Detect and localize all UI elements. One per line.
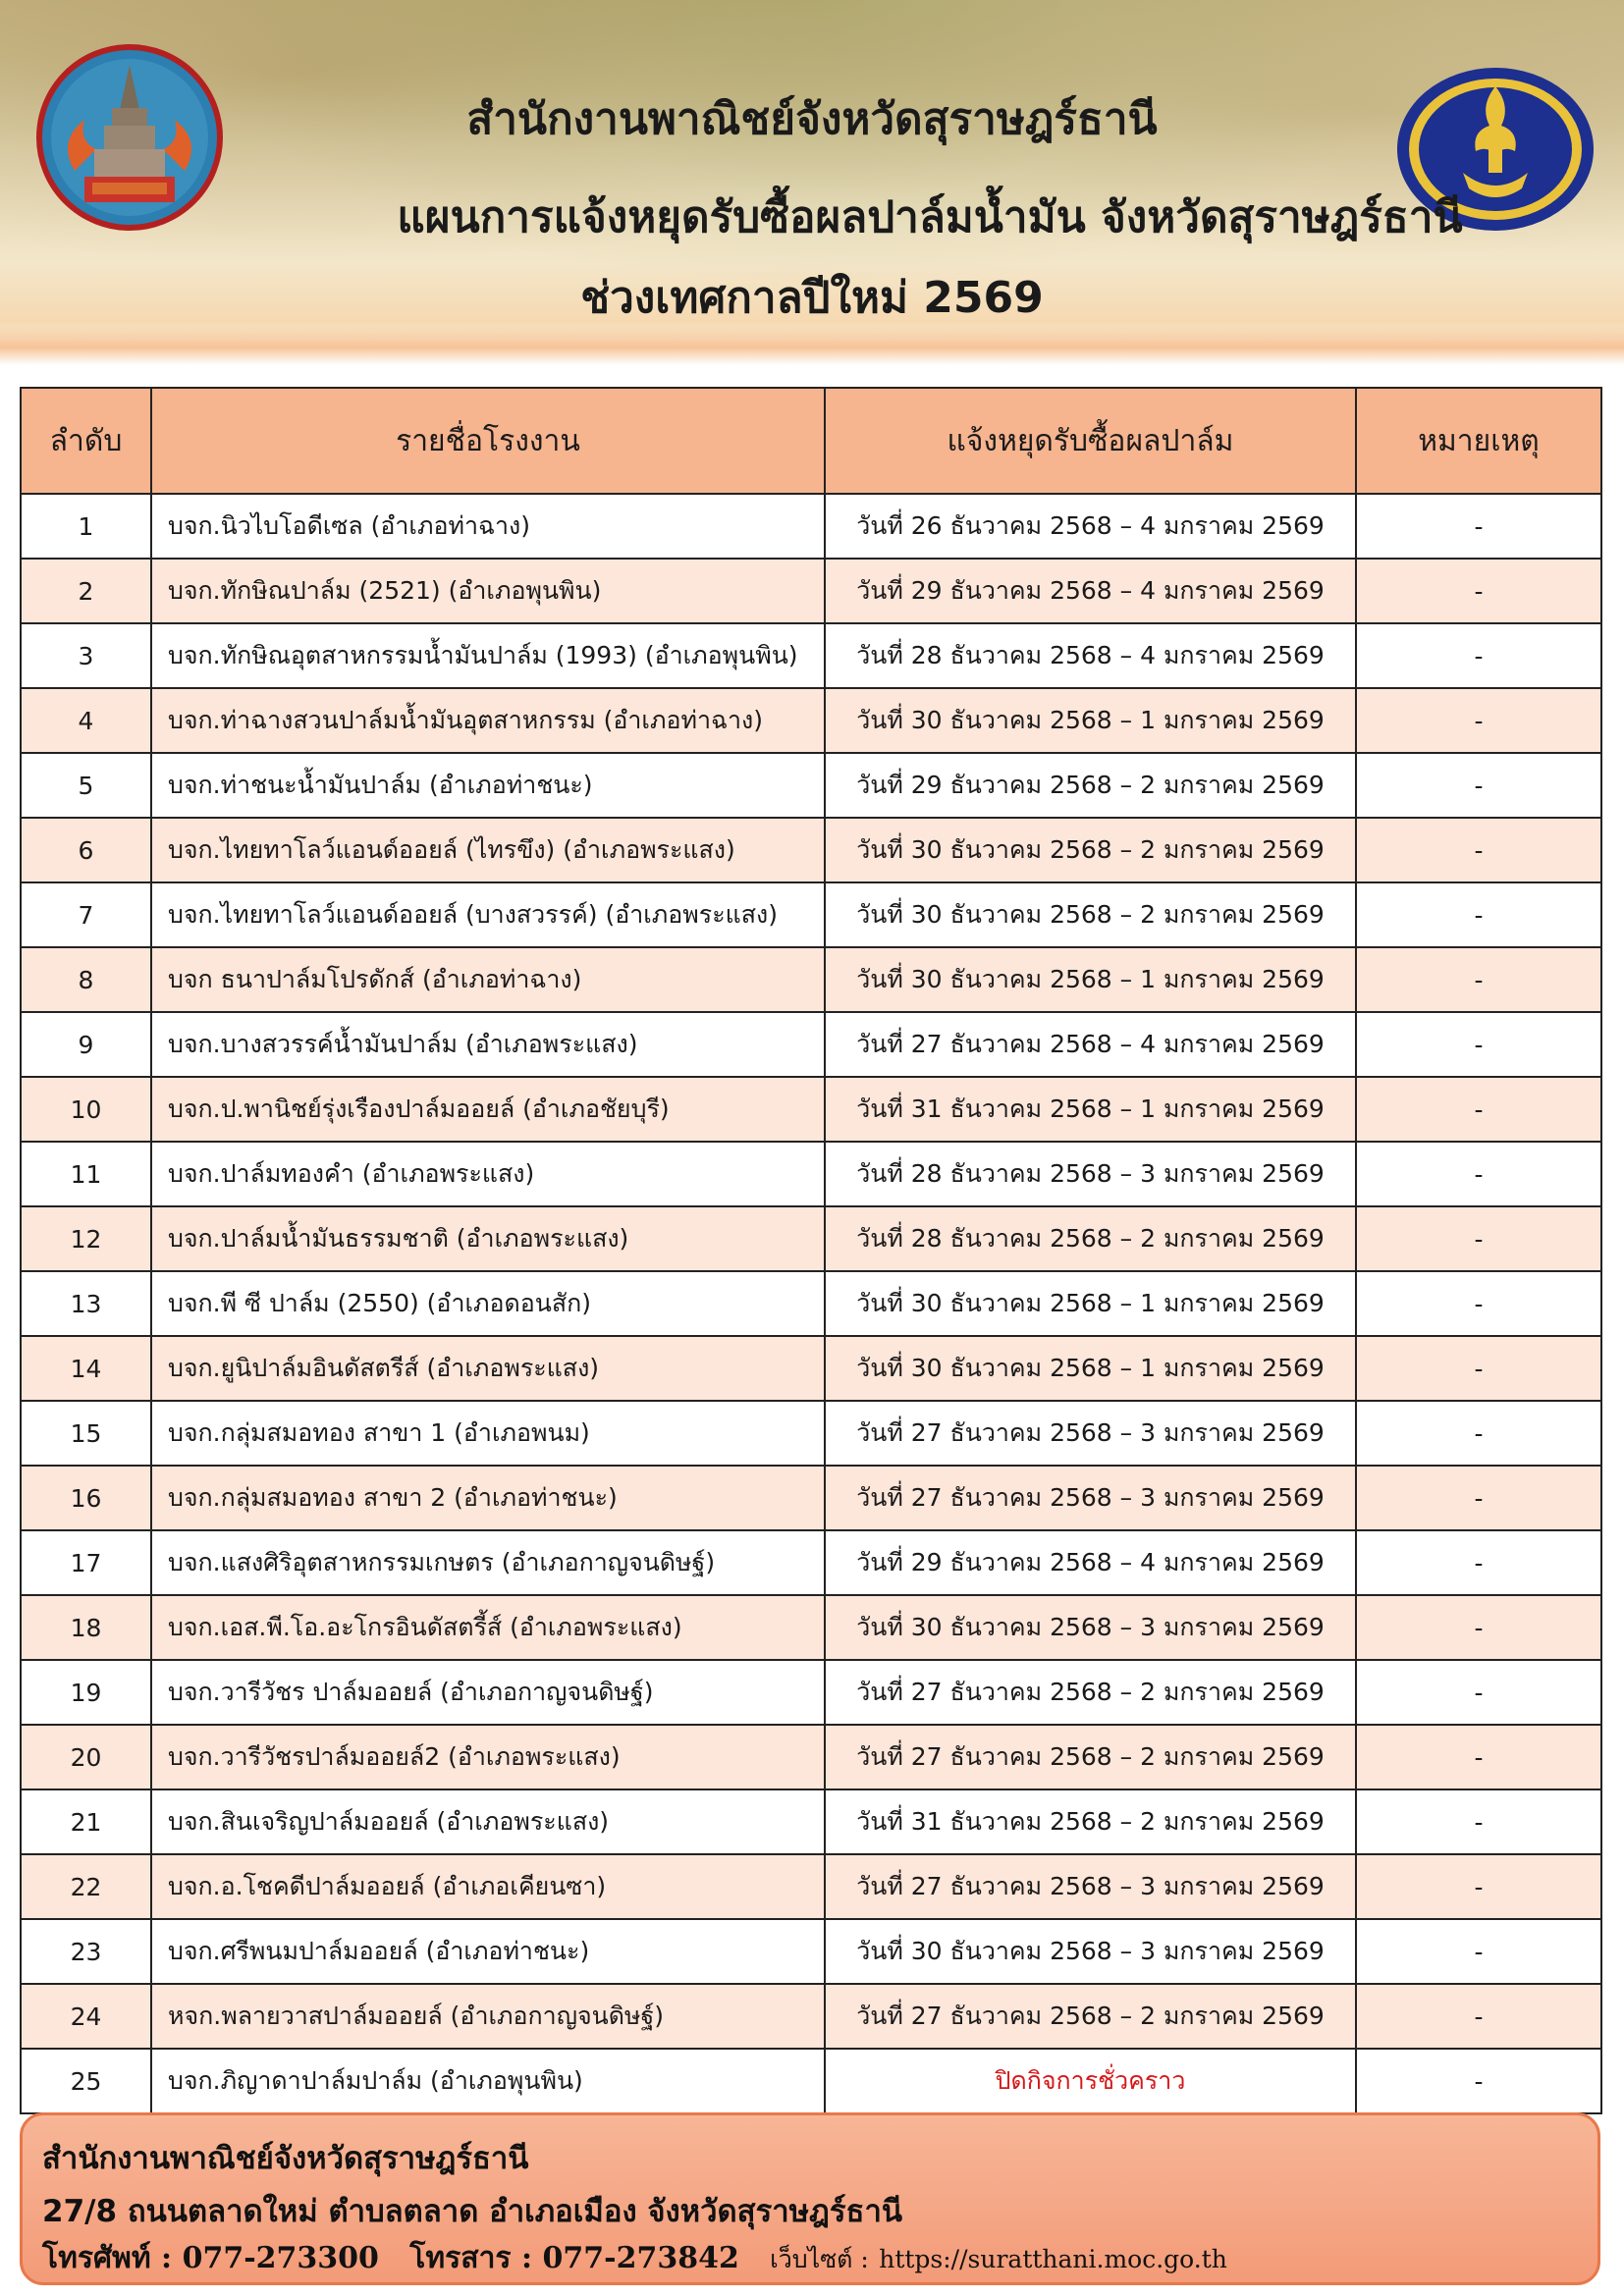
header-banner <box>0 0 1624 365</box>
table-row <box>21 1206 1601 1271</box>
remark: - <box>1356 1012 1601 1077</box>
row-number: 24 <box>21 1984 151 2049</box>
remark: - <box>1356 494 1601 559</box>
factory-name: บจก.ทักษิณปาล์ม (2521) (อำเภอพุนพิน) <box>151 559 825 623</box>
closure-period: วันที่ 30 ธันวาคม 2568 – 3 มกราคม 2569 <box>825 1919 1356 1984</box>
remark: - <box>1356 1984 1601 2049</box>
remark: - <box>1356 1206 1601 1271</box>
table-row <box>21 494 1601 559</box>
footer-address: 27/8 ถนนตลาดใหม่ ตำบลตลาด อำเภอเมือง จังหวัดสุราษฎร์ธานี <box>42 2194 903 2229</box>
table-row <box>21 1077 1601 1142</box>
table-row <box>21 1530 1601 1595</box>
table-row <box>21 623 1601 688</box>
remark: - <box>1356 1725 1601 1789</box>
row-number: 9 <box>21 1012 151 1077</box>
row-number: 15 <box>21 1401 151 1466</box>
row-number: 6 <box>21 818 151 882</box>
table-row <box>21 1466 1601 1530</box>
phone-label: โทรศัพท์ : <box>42 2241 173 2275</box>
factory-name: บจก.ปาล์มทองคำ (อำเภอพระแสง) <box>151 1142 825 1206</box>
remark: - <box>1356 1530 1601 1595</box>
remark: - <box>1356 688 1601 753</box>
fax-label: โทรสาร : <box>409 2241 533 2275</box>
closure-period: วันที่ 27 ธันวาคม 2568 – 3 มกราคม 2569 <box>825 1854 1356 1919</box>
remark: - <box>1356 1595 1601 1660</box>
row-number: 10 <box>21 1077 151 1142</box>
factory-name: บจก ธนาปาล์มโปรดักส์ (อำเภอท่าฉาง) <box>151 947 825 1012</box>
col-header-no: ลำดับ <box>21 388 151 494</box>
factory-name: บจก.นิวไบโอดีเซล (อำเภอท่าฉาง) <box>151 494 825 559</box>
row-number: 2 <box>21 559 151 623</box>
table-row <box>21 753 1601 818</box>
factory-closure-table <box>20 387 1602 2114</box>
factory-name: บจก.ยูนิปาล์มอินดัสตรีส์ (อำเภอพระแสง) <box>151 1336 825 1401</box>
remark: - <box>1356 1401 1601 1466</box>
table-row <box>21 1012 1601 1077</box>
table-row <box>21 1854 1601 1919</box>
factory-name: หจก.พลายวาสปาล์มออยล์ (อำเภอกาญจนดิษฐ์) <box>151 1984 825 2049</box>
remark: - <box>1356 559 1601 623</box>
row-number: 14 <box>21 1336 151 1401</box>
col-header-closure-date: แจ้งหยุดรับซื้อผลปาล์ม <box>825 388 1356 494</box>
factory-name: บจก.บางสวรรค์น้ำมันปาล์ม (อำเภอพระแสง) <box>151 1012 825 1077</box>
remark: - <box>1356 1660 1601 1725</box>
factory-name: บจก.ปาล์มน้ำมันธรรมชาติ (อำเภอพระแสง) <box>151 1206 825 1271</box>
closure-period: วันที่ 29 ธันวาคม 2568 – 4 มกราคม 2569 <box>825 1530 1356 1595</box>
remark: - <box>1356 1271 1601 1336</box>
remark: - <box>1356 753 1601 818</box>
remark: - <box>1356 623 1601 688</box>
col-header-factory: รายชื่อโรงงาน <box>151 388 825 494</box>
plan-title: แผนการแจ้งหยุดรับซื้อผลปาล์มน้ำมัน จังหวัดสุราษฎร์ธานี <box>397 192 1463 242</box>
factory-name: บจก.วารีวัชรปาล์มออยล์2 (อำเภอพระแสง) <box>151 1725 825 1789</box>
row-number: 4 <box>21 688 151 753</box>
remark: - <box>1356 818 1601 882</box>
row-number: 1 <box>21 494 151 559</box>
row-number: 20 <box>21 1725 151 1789</box>
closure-period: วันที่ 27 ธันวาคม 2568 – 2 มกราคม 2569 <box>825 1725 1356 1789</box>
closure-period: วันที่ 29 ธันวาคม 2568 – 4 มกราคม 2569 <box>825 559 1356 623</box>
closure-period: วันที่ 26 ธันวาคม 2568 – 4 มกราคม 2569 <box>825 494 1356 559</box>
fax-number: 077-273842 <box>542 2241 739 2275</box>
table-header-row <box>21 388 1601 494</box>
closure-period: วันที่ 30 ธันวาคม 2568 – 1 มกราคม 2569 <box>825 1336 1356 1401</box>
factory-name: บจก.ภิญาดาปาล์มปาล์ม (อำเภอพุนพิน) <box>151 2049 825 2113</box>
table-row <box>21 1595 1601 1660</box>
table-row <box>21 818 1601 882</box>
table-row <box>21 1401 1601 1466</box>
table-row <box>21 1660 1601 1725</box>
table-row <box>21 1142 1601 1206</box>
table-row <box>21 947 1601 1012</box>
table-row <box>21 2049 1601 2113</box>
phone-number: 077-273300 <box>182 2241 379 2275</box>
remark: - <box>1356 882 1601 947</box>
table-row <box>21 688 1601 753</box>
factory-name: บจก.ไทยทาโลว์แอนด์ออยล์ (บางสวรรค์) (อำเภอพระแสง) <box>151 882 825 947</box>
remark: - <box>1356 1919 1601 1984</box>
footer-office: สำนักงานพาณิชย์จังหวัดสุราษฎร์ธานี <box>42 2141 529 2176</box>
table-row <box>21 1789 1601 1854</box>
closure-period: วันที่ 28 ธันวาคม 2568 – 4 มกราคม 2569 <box>825 623 1356 688</box>
closure-period: วันที่ 28 ธันวาคม 2568 – 3 มกราคม 2569 <box>825 1142 1356 1206</box>
row-number: 18 <box>21 1595 151 1660</box>
table-row <box>21 559 1601 623</box>
web-label: เว็บไซต์ : <box>770 2245 869 2273</box>
col-header-remark: หมายเหตุ <box>1356 388 1601 494</box>
footer-contacts <box>42 2235 1227 2281</box>
row-number: 11 <box>21 1142 151 1206</box>
remark: - <box>1356 1336 1601 1401</box>
row-number: 21 <box>21 1789 151 1854</box>
row-number: 17 <box>21 1530 151 1595</box>
closure-period: วันที่ 27 ธันวาคม 2568 – 3 มกราคม 2569 <box>825 1466 1356 1530</box>
row-number: 5 <box>21 753 151 818</box>
remark: - <box>1356 1077 1601 1142</box>
factory-name: บจก.ไทยทาโลว์แอนด์ออยล์ (ไทรขึง) (อำเภอพระแสง) <box>151 818 825 882</box>
table-row <box>21 1984 1601 2049</box>
row-number: 22 <box>21 1854 151 1919</box>
factory-name: บจก.กลุ่มสมอทอง สาขา 1 (อำเภอพนม) <box>151 1401 825 1466</box>
table-row <box>21 882 1601 947</box>
closure-period: วันที่ 30 ธันวาคม 2568 – 1 มกราคม 2569 <box>825 688 1356 753</box>
row-number: 25 <box>21 2049 151 2113</box>
factory-name: บจก.วารีวัชร ปาล์มออยล์ (อำเภอกาญจนดิษฐ์) <box>151 1660 825 1725</box>
closure-period: วันที่ 28 ธันวาคม 2568 – 2 มกราคม 2569 <box>825 1206 1356 1271</box>
factory-name: บจก.ท่าชนะน้ำมันปาล์ม (อำเภอท่าชนะ) <box>151 753 825 818</box>
remark: - <box>1356 1854 1601 1919</box>
closure-period: วันที่ 30 ธันวาคม 2568 – 2 มกราคม 2569 <box>825 882 1356 947</box>
table-row <box>21 1725 1601 1789</box>
contact-footer <box>20 2112 1600 2285</box>
row-number: 3 <box>21 623 151 688</box>
table-row <box>21 1919 1601 1984</box>
row-number: 19 <box>21 1660 151 1725</box>
factory-name: บจก.ป.พานิชย์รุ่งเรืองปาล์มออยล์ (อำเภอชัยบุรี) <box>151 1077 825 1142</box>
factory-name: บจก.กลุ่มสมอทอง สาขา 2 (อำเภอท่าชนะ) <box>151 1466 825 1530</box>
remark: - <box>1356 1789 1601 1854</box>
factory-name: บจก.แสงศิริอุตสาหกรรมเกษตร (อำเภอกาญจนดิษฐ์) <box>151 1530 825 1595</box>
closure-period: วันที่ 31 ธันวาคม 2568 – 1 มกราคม 2569 <box>825 1077 1356 1142</box>
closure-period: วันที่ 29 ธันวาคม 2568 – 2 มกราคม 2569 <box>825 753 1356 818</box>
table-row <box>21 1271 1601 1336</box>
closure-period: วันที่ 31 ธันวาคม 2568 – 2 มกราคม 2569 <box>825 1789 1356 1854</box>
closure-period: วันที่ 30 ธันวาคม 2568 – 3 มกราคม 2569 <box>825 1595 1356 1660</box>
row-number: 13 <box>21 1271 151 1336</box>
row-number: 7 <box>21 882 151 947</box>
closure-period: วันที่ 30 ธันวาคม 2568 – 1 มกราคม 2569 <box>825 947 1356 1012</box>
factory-name: บจก.อ.โชคดีปาล์มออยล์ (อำเภอเคียนซา) <box>151 1854 825 1919</box>
row-number: 16 <box>21 1466 151 1530</box>
remark: - <box>1356 2049 1601 2113</box>
factory-name: บจก.ศรีพนมปาล์มออยล์ (อำเภอท่าชนะ) <box>151 1919 825 1984</box>
remark: - <box>1356 947 1601 1012</box>
factory-name: บจก.ท่าฉางสวนปาล์มน้ำมันอุตสาหกรรม (อำเภอท่าฉาง) <box>151 688 825 753</box>
remark: - <box>1356 1142 1601 1206</box>
row-number: 23 <box>21 1919 151 1984</box>
office-title: สำนักงานพาณิชย์จังหวัดสุราษฎร์ธานี <box>466 94 1158 144</box>
closure-period: วันที่ 27 ธันวาคม 2568 – 2 มกราคม 2569 <box>825 1660 1356 1725</box>
closure-period: ปิดกิจการชั่วคราว <box>825 2049 1356 2113</box>
table-row <box>21 1336 1601 1401</box>
closure-period: วันที่ 27 ธันวาคม 2568 – 2 มกราคม 2569 <box>825 1984 1356 2049</box>
row-number: 12 <box>21 1206 151 1271</box>
factory-name: บจก.ทักษิณอุตสาหกรรมน้ำมันปาล์ม (1993) (อำเภอพุนพิน) <box>151 623 825 688</box>
closure-period: วันที่ 27 ธันวาคม 2568 – 3 มกราคม 2569 <box>825 1401 1356 1466</box>
closure-period: วันที่ 30 ธันวาคม 2568 – 1 มกราคม 2569 <box>825 1271 1356 1336</box>
factory-name: บจก.เอส.พี.โอ.อะโกรอินดัสตรี้ส์ (อำเภอพระแสง) <box>151 1595 825 1660</box>
factory-name: บจก.สินเจริญปาล์มออยล์ (อำเภอพระแสง) <box>151 1789 825 1854</box>
remark: - <box>1356 1466 1601 1530</box>
website-link[interactable]: https://suratthani.moc.go.th <box>879 2245 1227 2273</box>
row-number: 8 <box>21 947 151 1012</box>
period-title: ช่วงเทศกาลปีใหม่ 2569 <box>580 273 1044 323</box>
closure-period: วันที่ 30 ธันวาคม 2568 – 2 มกราคม 2569 <box>825 818 1356 882</box>
closure-period: วันที่ 27 ธันวาคม 2568 – 4 มกราคม 2569 <box>825 1012 1356 1077</box>
factory-name: บจก.พี ซี ปาล์ม (2550) (อำเภอดอนสัก) <box>151 1271 825 1336</box>
